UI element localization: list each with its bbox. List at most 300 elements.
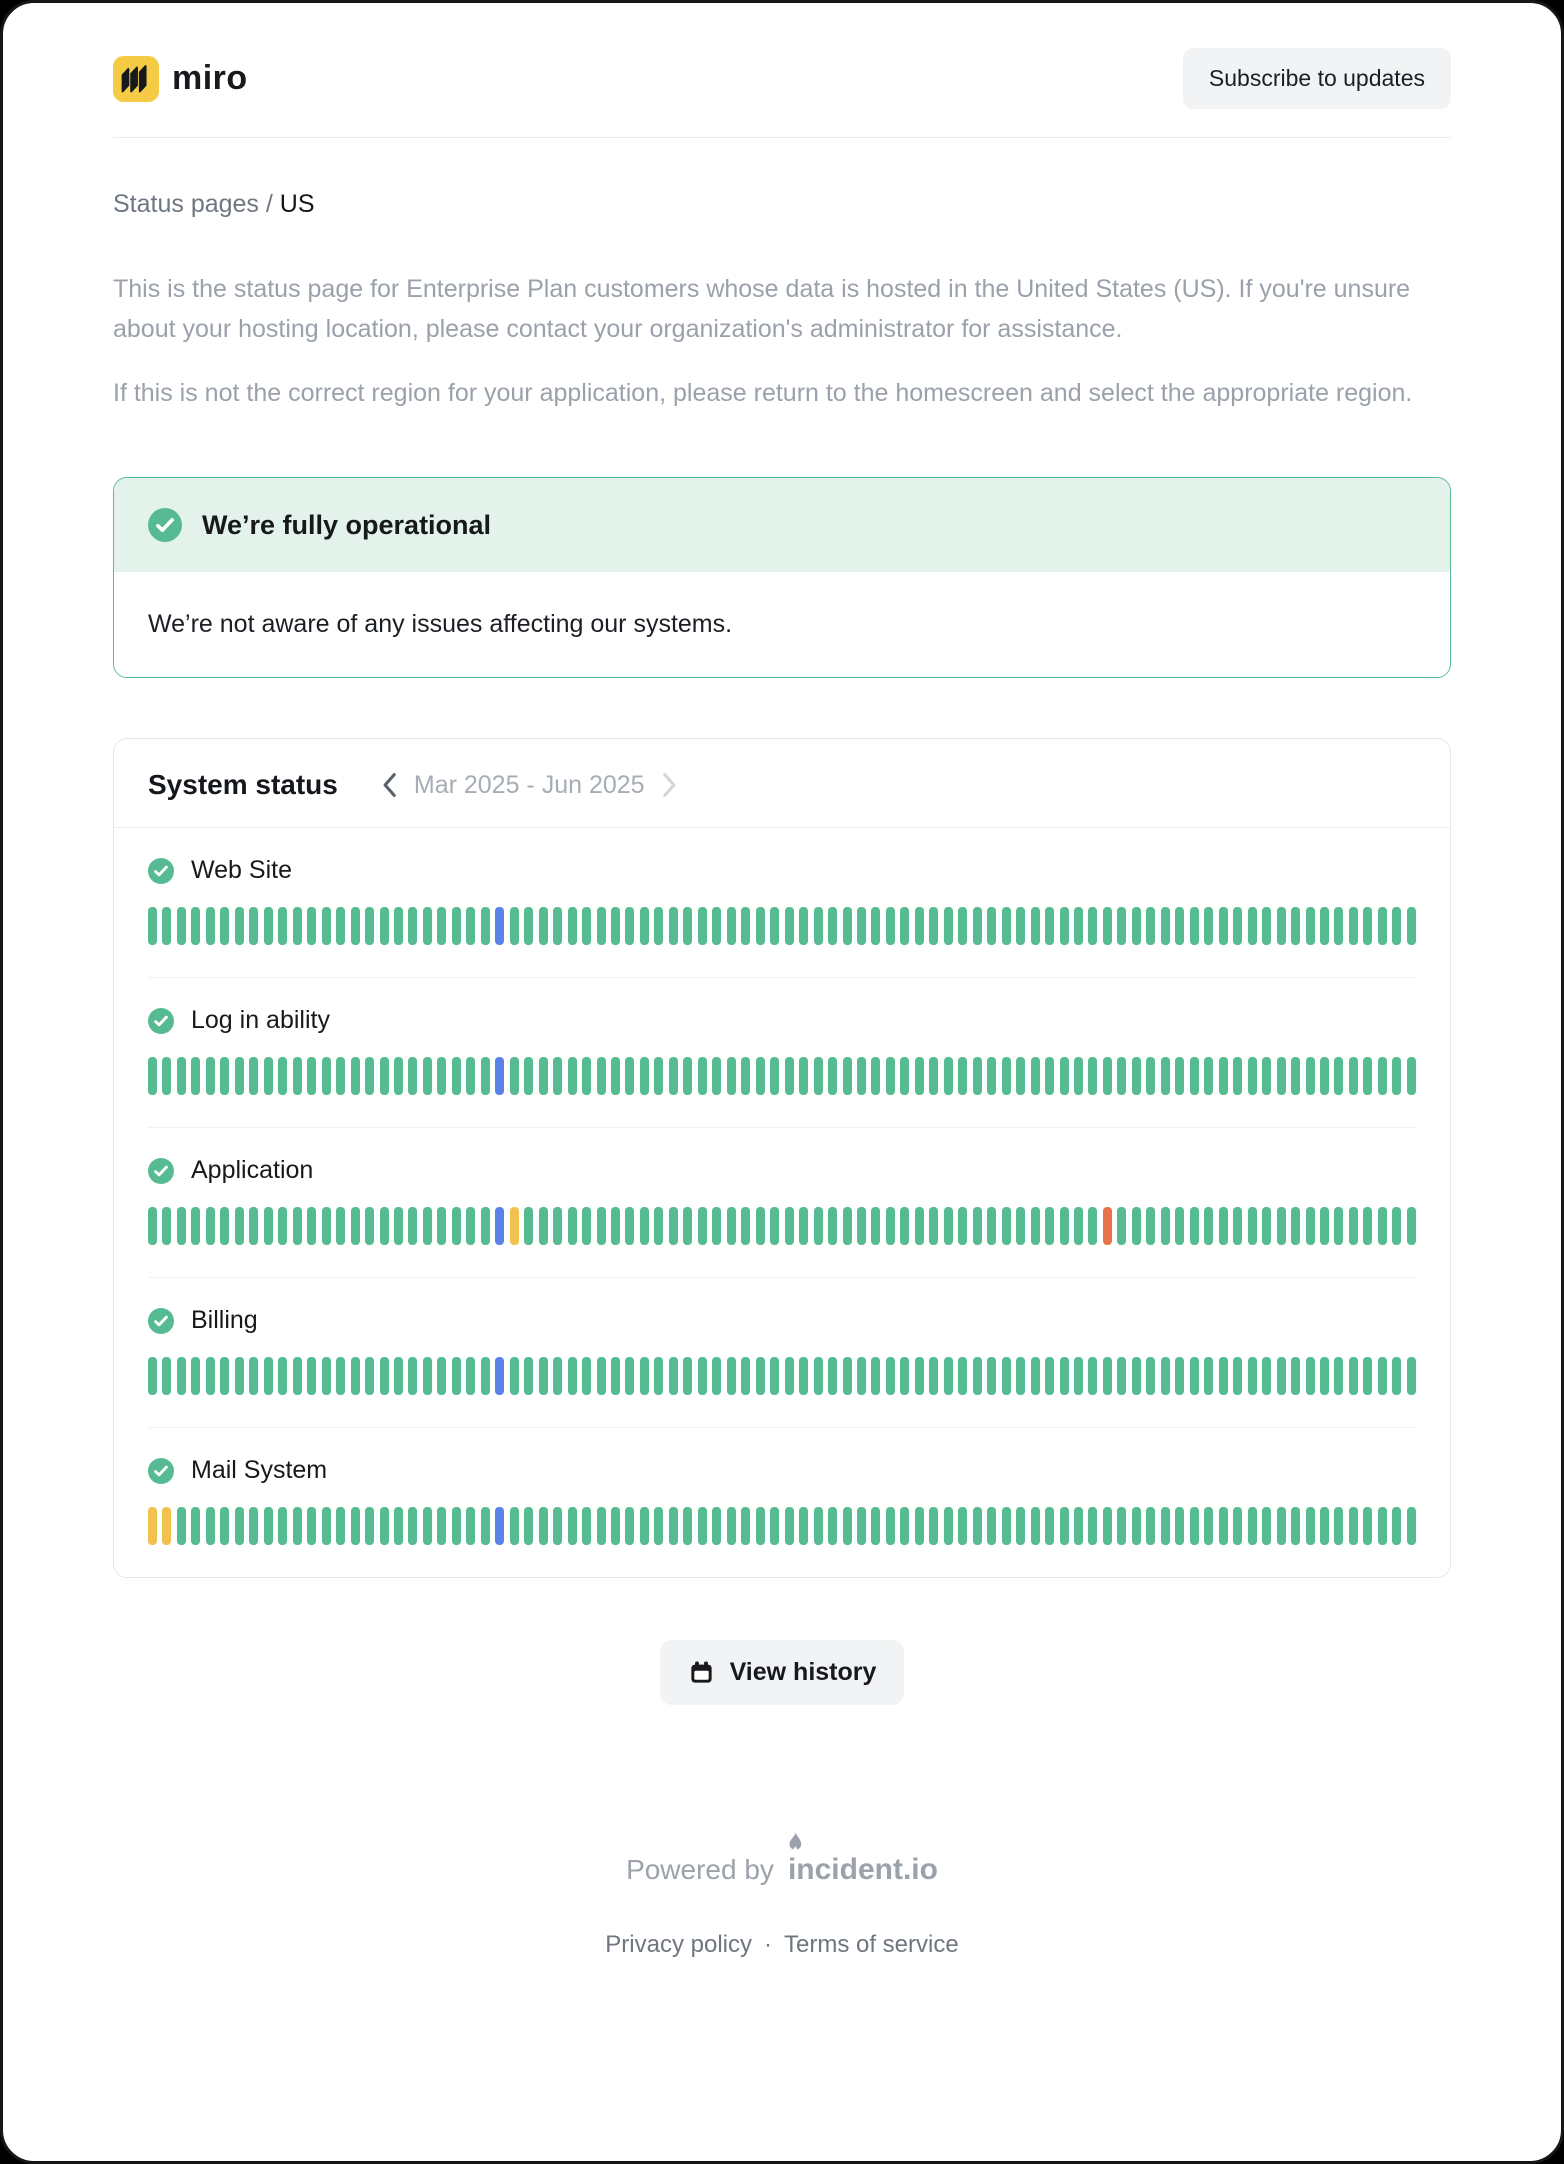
uptime-bar[interactable] <box>1306 1357 1315 1395</box>
uptime-bar[interactable] <box>640 1057 649 1095</box>
uptime-bar[interactable] <box>220 1507 229 1545</box>
uptime-bar[interactable] <box>900 907 909 945</box>
uptime-bar[interactable] <box>452 1057 461 1095</box>
uptime-bar[interactable] <box>1204 1057 1213 1095</box>
uptime-bar[interactable] <box>423 907 432 945</box>
uptime-bar[interactable] <box>394 1507 403 1545</box>
uptime-bar[interactable] <box>1277 1357 1286 1395</box>
uptime-bar[interactable] <box>1219 1057 1228 1095</box>
uptime-bar[interactable] <box>640 1357 649 1395</box>
uptime-bar[interactable] <box>437 1507 446 1545</box>
uptime-bar[interactable] <box>452 1357 461 1395</box>
uptime-bar[interactable] <box>1262 1057 1271 1095</box>
uptime-bar[interactable] <box>915 1207 924 1245</box>
uptime-bar[interactable] <box>264 1507 273 1545</box>
uptime-bar[interactable] <box>1002 1207 1011 1245</box>
uptime-bar[interactable] <box>191 1357 200 1395</box>
uptime-bar[interactable] <box>423 1207 432 1245</box>
uptime-bar[interactable] <box>1349 1057 1358 1095</box>
uptime-bar[interactable] <box>1190 1207 1199 1245</box>
uptime-bar[interactable] <box>741 1357 750 1395</box>
uptime-bar[interactable] <box>1378 907 1387 945</box>
uptime-bar[interactable] <box>582 1057 591 1095</box>
uptime-bar[interactable] <box>857 907 866 945</box>
uptime-bar[interactable] <box>828 1507 837 1545</box>
uptime-bar[interactable] <box>1103 907 1112 945</box>
privacy-policy-link[interactable]: Privacy policy <box>605 1931 752 1958</box>
uptime-bar[interactable] <box>814 1207 823 1245</box>
uptime-bar[interactable] <box>1320 1057 1329 1095</box>
uptime-bar[interactable] <box>1045 1057 1054 1095</box>
uptime-bar[interactable] <box>857 1357 866 1395</box>
uptime-bar[interactable] <box>1016 907 1025 945</box>
uptime-bar[interactable] <box>625 1057 634 1095</box>
uptime-bar[interactable] <box>177 1357 186 1395</box>
uptime-bar[interactable] <box>828 1207 837 1245</box>
uptime-bar[interactable] <box>785 1207 794 1245</box>
uptime-bar[interactable] <box>857 1207 866 1245</box>
uptime-bar[interactable] <box>698 907 707 945</box>
uptime-bar[interactable] <box>1392 1207 1401 1245</box>
uptime-bar[interactable] <box>756 1207 765 1245</box>
uptime-bar[interactable] <box>466 1057 475 1095</box>
uptime-bar[interactable] <box>843 1207 852 1245</box>
uptime-bar[interactable] <box>958 1057 967 1095</box>
uptime-bar[interactable] <box>1306 1057 1315 1095</box>
uptime-bar[interactable] <box>611 1507 620 1545</box>
uptime-bar[interactable] <box>843 1357 852 1395</box>
uptime-bar[interactable] <box>524 1207 533 1245</box>
uptime-bar[interactable] <box>162 1357 171 1395</box>
uptime-bar[interactable] <box>727 1357 736 1395</box>
uptime-bar[interactable] <box>1074 1357 1083 1395</box>
uptime-bar[interactable] <box>770 1357 779 1395</box>
uptime-bar[interactable] <box>683 1207 692 1245</box>
uptime-bar[interactable] <box>1349 1357 1358 1395</box>
uptime-bar[interactable] <box>698 1357 707 1395</box>
uptime-bar[interactable] <box>987 907 996 945</box>
uptime-bar[interactable] <box>1016 1357 1025 1395</box>
uptime-bar[interactable] <box>1219 907 1228 945</box>
uptime-bar[interactable] <box>886 1057 895 1095</box>
uptime-bar[interactable] <box>162 1207 171 1245</box>
uptime-bar[interactable] <box>698 1507 707 1545</box>
uptime-bar[interactable] <box>1233 1207 1242 1245</box>
uptime-bar[interactable] <box>162 1507 171 1545</box>
uptime-bar[interactable] <box>1363 1507 1372 1545</box>
uptime-bar[interactable] <box>886 1357 895 1395</box>
uptime-bar[interactable] <box>1363 907 1372 945</box>
uptime-bar[interactable] <box>770 907 779 945</box>
uptime-bar[interactable] <box>1190 1057 1199 1095</box>
uptime-bar[interactable] <box>799 1057 808 1095</box>
uptime-bar[interactable] <box>1002 907 1011 945</box>
uptime-bar[interactable] <box>553 1357 562 1395</box>
uptime-bar[interactable] <box>640 1507 649 1545</box>
uptime-bar[interactable] <box>1132 1057 1141 1095</box>
uptime-bar[interactable] <box>264 1207 273 1245</box>
uptime-bar[interactable] <box>1002 1057 1011 1095</box>
uptime-bar[interactable] <box>322 1357 331 1395</box>
uptime-bar[interactable] <box>597 907 606 945</box>
uptime-bar[interactable] <box>770 1507 779 1545</box>
uptime-bar[interactable] <box>307 1207 316 1245</box>
uptime-bar[interactable] <box>1117 1507 1126 1545</box>
uptime-bar[interactable] <box>1088 1357 1097 1395</box>
uptime-bar[interactable] <box>1204 1507 1213 1545</box>
uptime-bar[interactable] <box>148 1057 157 1095</box>
uptime-bar[interactable] <box>756 1057 765 1095</box>
uptime-bar[interactable] <box>886 907 895 945</box>
uptime-bar[interactable] <box>712 1057 721 1095</box>
uptime-bar[interactable] <box>1161 1507 1170 1545</box>
uptime-bar[interactable] <box>1407 907 1416 945</box>
uptime-bar[interactable] <box>524 1057 533 1095</box>
uptime-bar[interactable] <box>380 1507 389 1545</box>
uptime-bar[interactable] <box>162 907 171 945</box>
uptime-bar[interactable] <box>611 1357 620 1395</box>
uptime-bar[interactable] <box>987 1357 996 1395</box>
uptime-bar[interactable] <box>510 1207 519 1245</box>
uptime-bar[interactable] <box>1277 1207 1286 1245</box>
uptime-bar[interactable] <box>336 907 345 945</box>
uptime-bar[interactable] <box>481 1207 490 1245</box>
uptime-bar[interactable] <box>683 1507 692 1545</box>
uptime-bar[interactable] <box>307 907 316 945</box>
uptime-bar[interactable] <box>322 1207 331 1245</box>
uptime-bar[interactable] <box>582 907 591 945</box>
uptime-bar[interactable] <box>900 1357 909 1395</box>
uptime-bar[interactable] <box>1262 1207 1271 1245</box>
uptime-bar[interactable] <box>1291 907 1300 945</box>
uptime-bar[interactable] <box>1103 1207 1112 1245</box>
uptime-bar[interactable] <box>1248 1357 1257 1395</box>
uptime-bar[interactable] <box>1117 1357 1126 1395</box>
uptime-bar[interactable] <box>785 907 794 945</box>
uptime-bar[interactable] <box>973 1057 982 1095</box>
uptime-bar[interactable] <box>1074 907 1083 945</box>
uptime-bar[interactable] <box>423 1357 432 1395</box>
uptime-bar[interactable] <box>611 907 620 945</box>
uptime-bar[interactable] <box>915 1507 924 1545</box>
uptime-bar[interactable] <box>495 1207 504 1245</box>
uptime-bar[interactable] <box>1016 1507 1025 1545</box>
uptime-bar[interactable] <box>1320 1357 1329 1395</box>
uptime-bar[interactable] <box>828 1357 837 1395</box>
uptime-bar[interactable] <box>1016 1057 1025 1095</box>
uptime-bar[interactable] <box>177 907 186 945</box>
uptime-bar[interactable] <box>886 1207 895 1245</box>
uptime-bar[interactable] <box>1045 1357 1054 1395</box>
uptime-bar[interactable] <box>1060 1507 1069 1545</box>
uptime-bar[interactable] <box>669 1357 678 1395</box>
uptime-bar[interactable] <box>582 1207 591 1245</box>
uptime-bar[interactable] <box>1219 1357 1228 1395</box>
uptime-bar[interactable] <box>249 907 258 945</box>
uptime-bar[interactable] <box>524 1357 533 1395</box>
uptime-bar[interactable] <box>1088 1057 1097 1095</box>
uptime-bar[interactable] <box>741 1507 750 1545</box>
uptime-bar[interactable] <box>1306 907 1315 945</box>
uptime-bar[interactable] <box>148 1207 157 1245</box>
uptime-bar[interactable] <box>756 1357 765 1395</box>
uptime-bar[interactable] <box>452 907 461 945</box>
uptime-bar[interactable] <box>1031 1057 1040 1095</box>
uptime-bar[interactable] <box>1146 1357 1155 1395</box>
uptime-bar[interactable] <box>1132 1357 1141 1395</box>
uptime-bar[interactable] <box>857 1507 866 1545</box>
uptime-bar[interactable] <box>987 1057 996 1095</box>
uptime-bar[interactable] <box>394 1357 403 1395</box>
uptime-bar[interactable] <box>235 1057 244 1095</box>
uptime-bar[interactable] <box>1088 1207 1097 1245</box>
uptime-bar[interactable] <box>495 907 504 945</box>
uptime-bar[interactable] <box>307 1057 316 1095</box>
uptime-bar[interactable] <box>1363 1357 1372 1395</box>
uptime-bar[interactable] <box>1277 1507 1286 1545</box>
uptime-bar[interactable] <box>452 1507 461 1545</box>
uptime-bar[interactable] <box>452 1207 461 1245</box>
uptime-bar[interactable] <box>886 1507 895 1545</box>
uptime-bar[interactable] <box>1407 1357 1416 1395</box>
uptime-bar[interactable] <box>1320 907 1329 945</box>
uptime-bar[interactable] <box>1363 1057 1372 1095</box>
uptime-bar[interactable] <box>857 1057 866 1095</box>
uptime-bar[interactable] <box>1074 1207 1083 1245</box>
uptime-bar[interactable] <box>871 1357 880 1395</box>
uptime-bar[interactable] <box>336 1057 345 1095</box>
uptime-bar[interactable] <box>235 907 244 945</box>
uptime-bar[interactable] <box>871 1207 880 1245</box>
uptime-bar[interactable] <box>293 1507 302 1545</box>
uptime-bar[interactable] <box>336 1507 345 1545</box>
uptime-bar[interactable] <box>408 907 417 945</box>
breadcrumb-section[interactable]: Status pages <box>113 190 259 218</box>
uptime-bar[interactable] <box>785 1057 794 1095</box>
uptime-bar[interactable] <box>351 907 360 945</box>
uptime-bar[interactable] <box>843 907 852 945</box>
uptime-bar[interactable] <box>1117 1057 1126 1095</box>
uptime-bar[interactable] <box>669 1207 678 1245</box>
uptime-bar[interactable] <box>1060 1057 1069 1095</box>
uptime-bar[interactable] <box>799 1357 808 1395</box>
uptime-bar[interactable] <box>654 1507 663 1545</box>
uptime-bar[interactable] <box>958 907 967 945</box>
uptime-bar[interactable] <box>380 1357 389 1395</box>
uptime-bar[interactable] <box>148 907 157 945</box>
uptime-bar[interactable] <box>1045 1507 1054 1545</box>
uptime-bar[interactable] <box>293 1057 302 1095</box>
uptime-bar[interactable] <box>669 907 678 945</box>
uptime-bar[interactable] <box>1031 907 1040 945</box>
uptime-bar[interactable] <box>1334 1507 1343 1545</box>
uptime-bar[interactable] <box>394 1057 403 1095</box>
uptime-bar[interactable] <box>278 1507 287 1545</box>
uptime-bar[interactable] <box>582 1357 591 1395</box>
uptime-bar[interactable] <box>1320 1507 1329 1545</box>
uptime-bar[interactable] <box>1103 1507 1112 1545</box>
uptime-bar[interactable] <box>1407 1207 1416 1245</box>
uptime-bar[interactable] <box>1262 1507 1271 1545</box>
uptime-bar[interactable] <box>1103 1357 1112 1395</box>
uptime-bar[interactable] <box>466 1507 475 1545</box>
uptime-bar[interactable] <box>843 1057 852 1095</box>
uptime-bar[interactable] <box>278 1057 287 1095</box>
uptime-bar[interactable] <box>1103 1057 1112 1095</box>
uptime-bar[interactable] <box>1349 1507 1358 1545</box>
uptime-bar[interactable] <box>380 1057 389 1095</box>
uptime-bar[interactable] <box>1392 1357 1401 1395</box>
uptime-bar[interactable] <box>322 1057 331 1095</box>
uptime-bar[interactable] <box>828 1057 837 1095</box>
uptime-bar[interactable] <box>1291 1507 1300 1545</box>
uptime-bar[interactable] <box>1334 1057 1343 1095</box>
uptime-bar[interactable] <box>1190 907 1199 945</box>
uptime-bar[interactable] <box>481 1057 490 1095</box>
uptime-bar[interactable] <box>336 1357 345 1395</box>
uptime-bar[interactable] <box>495 1057 504 1095</box>
chevron-right-icon[interactable] <box>661 772 679 798</box>
uptime-bar[interactable] <box>1378 1057 1387 1095</box>
uptime-bar[interactable] <box>206 1207 215 1245</box>
uptime-bar[interactable] <box>987 1207 996 1245</box>
uptime-bar[interactable] <box>625 907 634 945</box>
uptime-bar[interactable] <box>944 1507 953 1545</box>
uptime-bar[interactable] <box>423 1507 432 1545</box>
uptime-bar[interactable] <box>799 907 808 945</box>
uptime-bar[interactable] <box>206 907 215 945</box>
uptime-bar[interactable] <box>958 1207 967 1245</box>
uptime-bar[interactable] <box>1031 1357 1040 1395</box>
uptime-bar[interactable] <box>206 1357 215 1395</box>
uptime-bar[interactable] <box>814 1357 823 1395</box>
uptime-bar[interactable] <box>1146 1507 1155 1545</box>
uptime-bar[interactable] <box>1233 1507 1242 1545</box>
uptime-bar[interactable] <box>1392 907 1401 945</box>
uptime-bar[interactable] <box>568 907 577 945</box>
uptime-bar[interactable] <box>235 1207 244 1245</box>
uptime-bar[interactable] <box>191 1507 200 1545</box>
uptime-bar[interactable] <box>510 1057 519 1095</box>
uptime-bar[interactable] <box>466 1357 475 1395</box>
uptime-bar[interactable] <box>698 1207 707 1245</box>
uptime-bar[interactable] <box>785 1357 794 1395</box>
uptime-bar[interactable] <box>1378 1357 1387 1395</box>
uptime-bar[interactable] <box>958 1357 967 1395</box>
uptime-bar[interactable] <box>814 1057 823 1095</box>
uptime-bar[interactable] <box>770 1207 779 1245</box>
uptime-bar[interactable] <box>249 1207 258 1245</box>
uptime-bar[interactable] <box>539 1057 548 1095</box>
uptime-bar[interactable] <box>1233 907 1242 945</box>
uptime-bar[interactable] <box>249 1057 258 1095</box>
uptime-bar[interactable] <box>973 1207 982 1245</box>
uptime-bar[interactable] <box>712 1357 721 1395</box>
uptime-bar[interactable] <box>1190 1357 1199 1395</box>
uptime-bar[interactable] <box>741 907 750 945</box>
uptime-bar[interactable] <box>625 1357 634 1395</box>
uptime-bar[interactable] <box>278 1207 287 1245</box>
uptime-bar[interactable] <box>481 1357 490 1395</box>
uptime-bar[interactable] <box>408 1207 417 1245</box>
uptime-bar[interactable] <box>597 1057 606 1095</box>
uptime-bar[interactable] <box>1262 1357 1271 1395</box>
uptime-bar[interactable] <box>1204 907 1213 945</box>
uptime-bar[interactable] <box>625 1207 634 1245</box>
uptime-bar[interactable] <box>1378 1507 1387 1545</box>
uptime-bar[interactable] <box>871 1507 880 1545</box>
uptime-bar[interactable] <box>654 1207 663 1245</box>
uptime-bar[interactable] <box>191 1057 200 1095</box>
uptime-bar[interactable] <box>220 1057 229 1095</box>
uptime-bar[interactable] <box>1334 1357 1343 1395</box>
uptime-bar[interactable] <box>929 1057 938 1095</box>
uptime-bar[interactable] <box>1190 1507 1199 1545</box>
uptime-bar[interactable] <box>1175 907 1184 945</box>
uptime-bar[interactable] <box>553 1207 562 1245</box>
uptime-bar[interactable] <box>1392 1057 1401 1095</box>
uptime-bar[interactable] <box>1060 907 1069 945</box>
uptime-bar[interactable] <box>1088 907 1097 945</box>
uptime-bar[interactable] <box>1060 1207 1069 1245</box>
uptime-bar[interactable] <box>1074 1057 1083 1095</box>
uptime-bar[interactable] <box>510 907 519 945</box>
uptime-bar[interactable] <box>929 907 938 945</box>
uptime-bar[interactable] <box>148 1357 157 1395</box>
uptime-bar[interactable] <box>481 907 490 945</box>
uptime-bar[interactable] <box>944 1207 953 1245</box>
uptime-bar[interactable] <box>597 1507 606 1545</box>
uptime-bar[interactable] <box>741 1057 750 1095</box>
uptime-bar[interactable] <box>351 1057 360 1095</box>
uptime-bar[interactable] <box>611 1057 620 1095</box>
uptime-bar[interactable] <box>1161 1357 1170 1395</box>
view-history-button[interactable] <box>660 1640 905 1705</box>
uptime-bar[interactable] <box>727 1507 736 1545</box>
uptime-bar[interactable] <box>1060 1357 1069 1395</box>
uptime-bar[interactable] <box>1175 1357 1184 1395</box>
uptime-bar[interactable] <box>799 1507 808 1545</box>
uptime-bar[interactable] <box>1306 1207 1315 1245</box>
uptime-bar[interactable] <box>278 1357 287 1395</box>
uptime-bar[interactable] <box>365 1507 374 1545</box>
uptime-bar[interactable] <box>915 1057 924 1095</box>
uptime-bar[interactable] <box>1175 1207 1184 1245</box>
uptime-bar[interactable] <box>437 1207 446 1245</box>
uptime-bar[interactable] <box>539 907 548 945</box>
uptime-bar[interactable] <box>915 907 924 945</box>
uptime-bar[interactable] <box>973 1507 982 1545</box>
uptime-bar[interactable] <box>148 1507 157 1545</box>
uptime-bar[interactable] <box>944 1357 953 1395</box>
uptime-bar[interactable] <box>1132 907 1141 945</box>
uptime-bar[interactable] <box>249 1507 258 1545</box>
uptime-bar[interactable] <box>1320 1207 1329 1245</box>
uptime-bar[interactable] <box>1045 1207 1054 1245</box>
uptime-bar[interactable] <box>524 907 533 945</box>
uptime-bar[interactable] <box>1204 1357 1213 1395</box>
uptime-bar[interactable] <box>1291 1207 1300 1245</box>
uptime-bar[interactable] <box>727 1207 736 1245</box>
uptime-bar[interactable] <box>1175 1507 1184 1545</box>
uptime-bar[interactable] <box>814 1507 823 1545</box>
uptime-bar[interactable] <box>770 1057 779 1095</box>
uptime-bar[interactable] <box>365 1057 374 1095</box>
uptime-bar[interactable] <box>915 1357 924 1395</box>
uptime-bar[interactable] <box>1349 1207 1358 1245</box>
uptime-bar[interactable] <box>683 1057 692 1095</box>
uptime-bar[interactable] <box>1045 907 1054 945</box>
